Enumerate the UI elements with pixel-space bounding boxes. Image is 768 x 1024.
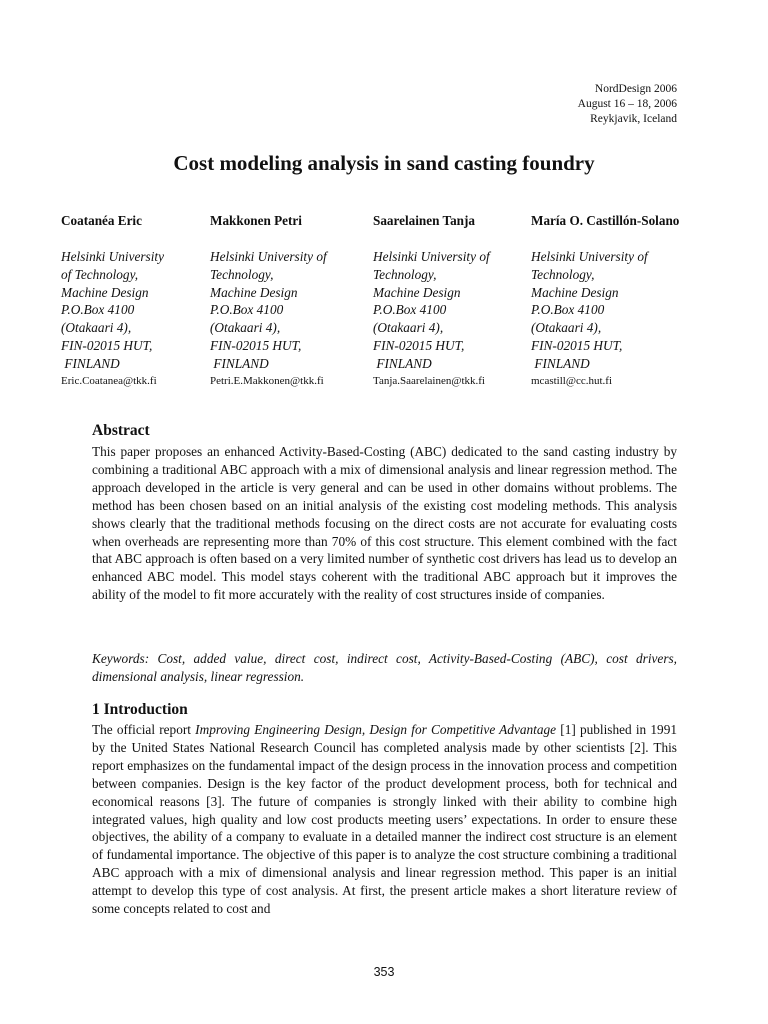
author-name: Makkonen Petri xyxy=(210,213,302,228)
keywords: Keywords: Cost, added value, direct cost, indirect cost, Activity-Based-Costing (ABC), cost drivers, dimensional analysis, linear regression. xyxy=(92,651,677,684)
conference-info xyxy=(578,82,677,127)
abstract-heading: Abstract xyxy=(92,422,150,439)
abstract-text: This paper proposes an enhanced Activity-Based-Costing (ABC) dedicated to the sand casting industry by combining a traditional ABC approach with a mix of dimensional analysis and linear regression method. The approach developed in the article is very general and can be used in other domains without problems. The method has been chosen based on an initial analysis of the existing cost modeling methods. This analysis shows clearly that the traditional methods focusing on the direct costs are not accurate for evaluating costs when overheads are representing more than 70% of this cost structure. This element combined with the fact that ABC approach is often based on a very limited number of synthetic cost drivers has lead us to develop an enhanced ABC model. This model stays coherent with the traditional ABC approach but it improves the ability of the model to fit more accurately with the reality of cost structures inside of companies. xyxy=(92,444,677,603)
author-affiliation xyxy=(61,248,164,373)
affiliation-line: FIN-02015 HUT, xyxy=(531,337,623,353)
affiliation-line: Machine Design xyxy=(210,284,298,300)
affiliation-line: FINLAND xyxy=(61,355,120,371)
affiliation-line: (Otakaari 4), xyxy=(373,320,444,336)
affiliation-line: Helsinki University of xyxy=(210,249,327,264)
affiliation-line: Machine Design xyxy=(531,284,619,300)
report-title: Improving Engineering Design, Design for Competitive Advantage xyxy=(195,722,557,737)
affiliation-line: P.O.Box 4100 xyxy=(531,302,605,318)
affiliation-line: P.O.Box 4100 xyxy=(210,302,284,318)
page-number: 353 xyxy=(373,965,395,979)
affiliation-line: FINLAND xyxy=(531,355,590,371)
author-affiliation xyxy=(373,248,490,373)
affiliation-line: FIN-02015 HUT, xyxy=(61,337,153,353)
author-email[interactable]: Petri.E.Makkonen@tkk.fi xyxy=(210,374,324,387)
author-2 xyxy=(210,213,327,388)
affiliation-line: FIN-02015 HUT, xyxy=(373,337,465,353)
affiliation-line: Machine Design xyxy=(373,284,461,300)
affiliation-line: (Otakaari 4), xyxy=(210,320,281,336)
affiliation-line: P.O.Box 4100 xyxy=(373,302,447,318)
intro-text-after: [1] published in 1991 by the United States National Research Council has completed analysis made by other scientists [2]. This report emphasizes on the fundamental impact of the design process in the innovation process and competition between companies. Design is the key factor of the product development process, both for technical and economical reasons [3]. The future of companies is strongly linked with their ability to combine high integrated values, high quality and low cost products meeting users’ expectations. In order to ensure these objectives, the ability of a company to evaluate in a detailed manner the indirect cost structure is an element of fundamental importance. The objective of this paper is to analyze the cost structure combining a traditional ABC approach with a mix of dimensional analysis and linear regression method. This paper is an initial attempt to develop this type of cost analysis. At first, the present article makes a short literature review of some concepts related to cost and xyxy=(92,722,678,917)
affiliation-line: Helsinki University of xyxy=(531,249,648,264)
affiliation-line: Technology, xyxy=(531,266,595,282)
author-block xyxy=(0,213,768,393)
author-affiliation xyxy=(531,248,679,373)
author-email[interactable]: mcastill@cc.hut.fi xyxy=(531,374,612,387)
author-email[interactable]: Eric.Coatanea@tkk.fi xyxy=(61,374,157,387)
affiliation-line: P.O.Box 4100 xyxy=(61,302,135,318)
conference-name: NordDesign 2006 xyxy=(594,83,677,95)
author-email[interactable]: Tanja.Saarelainen@tkk.fi xyxy=(373,374,485,387)
affiliation-line: FINLAND xyxy=(210,355,269,371)
affiliation-line: FIN-02015 HUT, xyxy=(210,337,302,353)
conference-dates: August 16 – 18, 2006 xyxy=(577,98,677,110)
author-name: María O. Castillón-Solano xyxy=(531,213,680,228)
author-1 xyxy=(61,213,164,388)
affiliation-line: (Otakaari 4), xyxy=(61,320,132,336)
affiliation-line: of Technology, xyxy=(61,266,139,282)
affiliation-line: FINLAND xyxy=(373,355,432,371)
paper-title: Cost modeling analysis in sand casting foundry xyxy=(173,151,595,175)
author-name: Saarelainen Tanja xyxy=(373,213,475,228)
author-affiliation xyxy=(210,248,327,373)
author-4 xyxy=(531,213,679,388)
affiliation-line: Helsinki University of xyxy=(373,249,490,264)
affiliation-line: Technology, xyxy=(210,266,274,282)
author-name: Coatanéa Eric xyxy=(61,213,142,228)
affiliation-line: Technology, xyxy=(373,266,437,282)
affiliation-line: Helsinki University xyxy=(61,249,165,264)
affiliation-line: Machine Design xyxy=(61,284,149,300)
conference-location: Reykjavik, Iceland xyxy=(590,113,677,125)
affiliation-line: (Otakaari 4), xyxy=(531,320,602,336)
author-3 xyxy=(373,213,490,388)
introduction-heading: 1 Introduction xyxy=(92,701,188,718)
intro-text-before: The official report xyxy=(92,722,196,737)
introduction-text xyxy=(92,721,677,918)
